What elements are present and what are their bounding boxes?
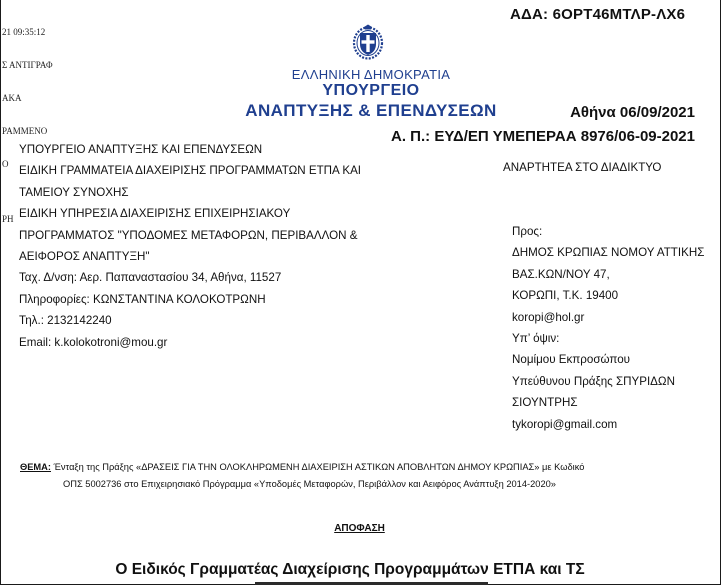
stamp-line: ΑΚΑ xyxy=(2,93,22,103)
subject-block xyxy=(20,459,584,492)
recipient-line: ΔΗΜΟΣ ΚΡΩΠΙΑΣ ΝΟΜΟΥ ΑΤΤΙΚΗΣ xyxy=(512,246,705,260)
stamp-line: 21 09:35:12 xyxy=(2,27,46,37)
subject-text: Ένταξη της Πράξης «ΔΡΑΣΕΙΣ ΓΙΑ ΤΗΝ ΟΛΟΚΛΗΡΩΜΕΝΗ ΔΙΑΧΕΙΡΙΣΗ ΑΣΤΙΚΩΝ ΑΠΟΒΛΗΤΩΝ ΔΗΜΟΥ ΚΡΩΠΙΑΣ» με Κωδικό xyxy=(51,462,585,472)
sender-line: Email: k.kolokotroni@mou.gr xyxy=(19,335,168,349)
recipient-line: Υπ’ όψιν: xyxy=(512,332,560,346)
subject-text: ΟΠΣ 5002736 στο Επιχειρησιακό Πρόγραμμα «Υποδομές Μεταφορών, Περιβάλλον και Αειφόρος Ανάπτυξη 2014-2020» xyxy=(63,478,556,489)
recipient-line: Νομίμου Εκπροσώπου xyxy=(512,353,631,367)
sender-block xyxy=(19,139,361,353)
sender-line: ΕΙΔΙΚΗ ΥΠΗΡΕΣΙΑ ΔΙΑΧΕΙΡΙΣΗΣ ΕΠΙΧΕΙΡΗΣΙΑΚΟΥ xyxy=(19,207,291,221)
stamp-line: Σ ΑΝΤΙΓΡΑΦ xyxy=(2,60,53,70)
ada-code: ΑΔΑ: 6ΟΡΤ46ΜΤΛΡ-ΛΧ6 xyxy=(510,6,686,23)
protocol-number: Α. Π.: ΕΥΔ/ΕΠ ΥΜΕΠΕΡΑΑ 8976/06-09-2021 xyxy=(391,128,695,145)
ministry-title-line1: ΥΠΟΥΡΓΕΙΟ xyxy=(322,82,420,99)
recipient-line: Υπεύθυνου Πράξης ΣΠΥΡΙΔΩΝ xyxy=(512,374,675,388)
republic-title: ΕΛΛΗΝΙΚΗ ΔΗΜΟΚΡΑΤΙΑ xyxy=(291,67,451,82)
document-date: Αθήνα 06/09/2021 xyxy=(570,104,695,121)
stamp-line: ΡΑΜΜΕΝΟ xyxy=(2,126,48,136)
subject-label: ΘΕΜΑ: xyxy=(20,462,51,472)
stamp-line: ΡΗ xyxy=(2,214,14,224)
sender-line: Πληροφορίες: ΚΩΝΣΤΑΝΤΙΝΑ ΚΟΛΟΚΟΤΡΩΝΗ xyxy=(19,292,266,306)
sender-line: Ταχ. Δ/νση: Αερ. Παπαναστασίου 34, Αθήνα, 11527 xyxy=(19,271,282,285)
sender-line: ΕΙΔΙΚΗ ΓΡΑΜΜΑΤΕΙΑ ΔΙΑΧΕΙΡΙΣΗΣ ΠΡΟΓΡΑΜΜΑΤΩΝ ΕΤΠΑ ΚΑΙ xyxy=(19,164,362,178)
divider xyxy=(255,582,488,585)
signatory-heading: Ο Ειδικός Γραμματέας Διαχείρισης Προγραμμάτων ΕΤΠΑ και ΤΣ xyxy=(115,561,585,578)
greek-coat-of-arms-icon xyxy=(352,24,384,65)
sender-line: ΠΡΟΓΡΑΜΜΑΤΟΣ "ΥΠΟΔΟΜΕΣ ΜΕΤΑΦΟΡΩΝ, ΠΕΡΙΒΑΛΛΟΝ & xyxy=(19,228,358,242)
sender-line: Τηλ.: 2132142240 xyxy=(19,314,112,328)
decision-title: ΑΠΟΦΑΣΗ xyxy=(334,523,385,534)
recipient-line: Προς: xyxy=(512,225,543,238)
recipient-email: tykoropi@gmail.com xyxy=(512,417,618,431)
recipient-line: ΚΟΡΩΠΙ, Τ.Κ. 19400 xyxy=(512,289,619,303)
ministry-title-line2: ΑΝΑΠΤΥΞΗΣ & ΕΠΕΝΔΥΣΕΩΝ xyxy=(245,101,497,120)
stamp-line: Ο xyxy=(2,159,9,169)
sender-line: ΤΑΜΕΙΟΥ ΣΥΝΟΧΗΣ xyxy=(19,185,129,199)
recipient-email: koropi@hol.gr xyxy=(512,310,585,324)
recipient-block xyxy=(512,221,704,435)
recipient-line: ΒΑΣ.ΚΩΝ/ΝΟΥ 47, xyxy=(512,267,610,281)
posting-note: ΑΝΑΡΤΗΤΕΑ ΣΤΟ ΔΙΑΔΙΚΤΥΟ xyxy=(503,161,662,174)
sender-line: ΥΠΟΥΡΓΕΙΟ ΑΝΑΠΤΥΞΗΣ ΚΑΙ ΕΠΕΝΔΥΣΕΩΝ xyxy=(19,143,263,156)
recipient-line: ΣΙΟΥΝΤΡΗΣ xyxy=(512,396,578,410)
sender-line: ΑΕΙΦΟΡΟΣ ΑΝΑΠΤΥΞΗ" xyxy=(19,250,150,264)
